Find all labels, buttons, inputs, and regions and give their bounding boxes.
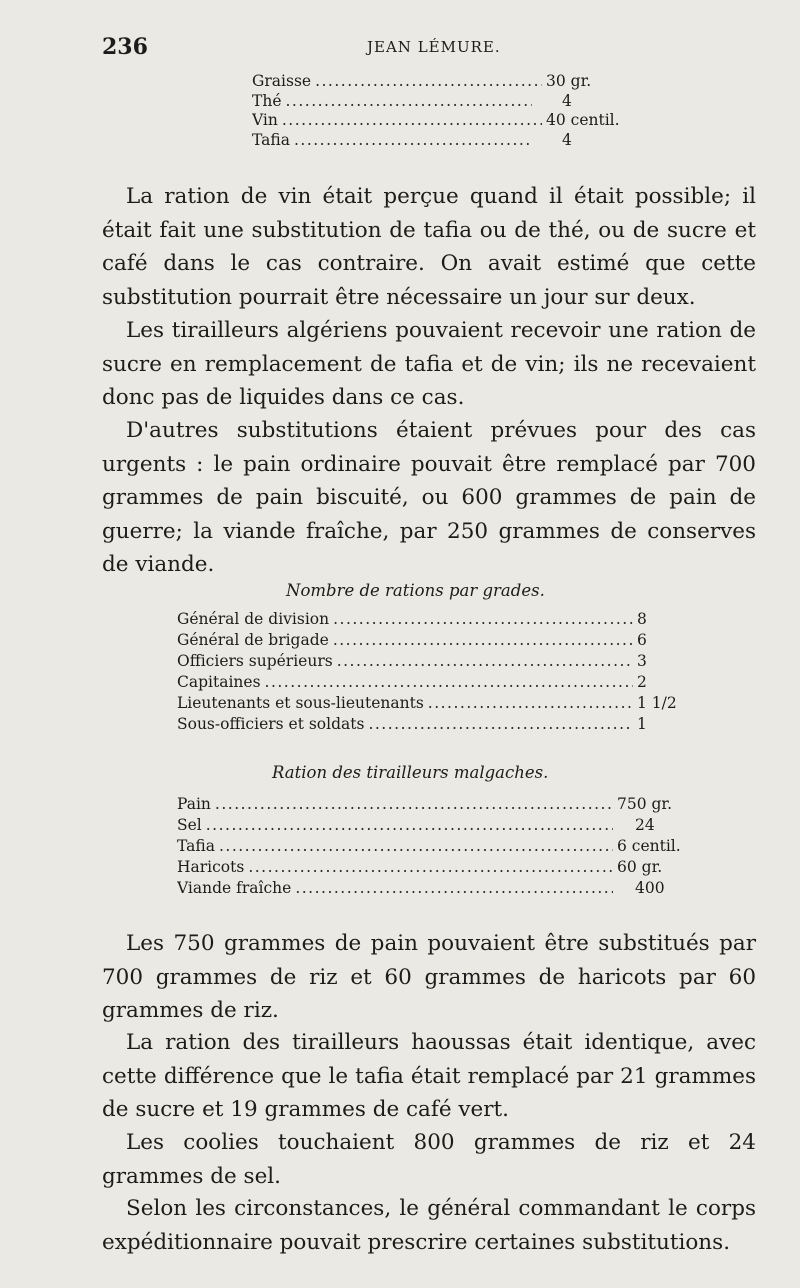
- leader-dots: [337, 652, 633, 670]
- grade-row: [177, 610, 683, 631]
- malgaches-row: [177, 879, 717, 900]
- grades-table: [177, 610, 683, 736]
- leader-dots: [265, 673, 633, 691]
- ration-row: [252, 72, 632, 92]
- ration-row: [252, 92, 632, 112]
- leader-dots: [315, 72, 542, 90]
- grade-value: 1 1/2: [637, 694, 677, 712]
- grade-value: 6: [637, 631, 647, 649]
- malgaches-label: Viande fraîche: [177, 879, 292, 897]
- leader-dots: [206, 816, 613, 834]
- malgaches-value: 60 gr.: [617, 858, 663, 876]
- malgaches-row: [177, 837, 717, 858]
- malgaches-row: [177, 858, 717, 879]
- leader-dots: [215, 795, 613, 813]
- ration-value: 40 centil.: [546, 111, 620, 129]
- grade-row: [177, 631, 683, 652]
- paragraph: Selon les circonstances, le général commandant le corps expéditionnaire pouvait prescrire certaines substitutions.: [102, 1196, 756, 1255]
- leader-dots: [333, 610, 633, 628]
- grade-row: [177, 715, 683, 736]
- ration-value: 4: [562, 130, 572, 149]
- malgaches-label: Sel: [177, 816, 202, 834]
- page-number: 236: [102, 34, 148, 60]
- malgaches-label: Haricots: [177, 858, 245, 876]
- ration-label: Vin: [252, 111, 278, 129]
- paragraph: Les tirailleurs algériens pouvaient recevoir une ration de sucre en remplacement de tafia et de vin; ils ne recevaient donc pas de liquides dans ce cas.: [102, 318, 756, 411]
- malgaches-value: 6 centil.: [617, 837, 681, 855]
- grade-label: Général de division: [177, 610, 330, 628]
- grade-row: [177, 673, 683, 694]
- malgaches-value: 400: [635, 879, 665, 897]
- grade-value: 3: [637, 652, 647, 670]
- malgaches-value: 24: [635, 816, 655, 834]
- grade-label: Général de brigade: [177, 631, 329, 649]
- malgaches-label: Tafia: [177, 837, 215, 855]
- leader-dots: [295, 879, 613, 897]
- running-head: JEAN LÉMURE.: [367, 38, 501, 56]
- ration-row: [252, 111, 632, 131]
- malgaches-label: Pain: [177, 795, 211, 813]
- paragraph: Les coolies touchaient 800 grammes de riz et 24 grammes de sel.: [102, 1130, 756, 1189]
- malgaches-row: [177, 795, 717, 816]
- ration-row: [252, 131, 632, 151]
- ration-list-top: [252, 72, 632, 150]
- ration-label: Thé: [252, 91, 282, 110]
- leader-dots: [286, 92, 533, 110]
- paragraph: La ration des tirailleurs haoussas était identique, avec cette différence que le tafia était remplacé par 21 grammes de sucre et 19 grammes de café vert.: [102, 1030, 756, 1123]
- paragraph: D'autres substitutions étaient prévues pour des cas urgents : le pain ordinaire pouvait être remplacé par 700 grammes de pain biscuité, ou 600 grammes de pain de guerre; la viande fraîche, par 250 grammes de conserves de viande.: [102, 418, 756, 578]
- ration-value: 4: [562, 91, 572, 110]
- grade-label: Officiers supérieurs: [177, 652, 333, 670]
- ration-label: Graisse: [252, 72, 312, 90]
- paragraph: La ration de vin était perçue quand il était possible; il était fait une substitution de tafia ou de thé, ou de sucre et café dans le cas contraire. On avait estimé que cette substitution pourrait être nécessaire un jour sur deux.: [102, 184, 756, 310]
- grades-caption: Nombre de rations par grades.: [286, 581, 545, 600]
- grade-value: 1: [637, 715, 647, 733]
- malgaches-table: [177, 795, 717, 900]
- malgaches-row: [177, 816, 717, 837]
- leader-dots: [333, 631, 633, 649]
- grade-row: [177, 652, 683, 673]
- grade-label: Lieutenants et sous-lieutenants: [177, 694, 424, 712]
- grade-value: 8: [637, 610, 647, 628]
- grade-label: Sous-officiers et soldats: [177, 715, 365, 733]
- paragraph: Les 750 grammes de pain pouvaient être substitués par 700 grammes de riz et 60 grammes de haricots par 60 grammes de riz.: [102, 931, 756, 1024]
- grade-row: [177, 694, 683, 715]
- leader-dots: [428, 694, 633, 712]
- ration-value: 30 gr.: [546, 72, 592, 90]
- leader-dots: [294, 131, 532, 149]
- malgaches-value: 750 gr.: [617, 795, 673, 813]
- leader-dots: [219, 837, 613, 855]
- leader-dots: [282, 111, 542, 129]
- grade-label: Capitaines: [177, 673, 261, 691]
- malgaches-caption: Ration des tirailleurs malgaches.: [272, 763, 549, 782]
- ration-label: Tafia: [252, 130, 290, 149]
- leader-dots: [248, 858, 613, 876]
- page-header: [102, 34, 752, 58]
- grade-value: 2: [637, 673, 647, 691]
- leader-dots: [368, 715, 633, 733]
